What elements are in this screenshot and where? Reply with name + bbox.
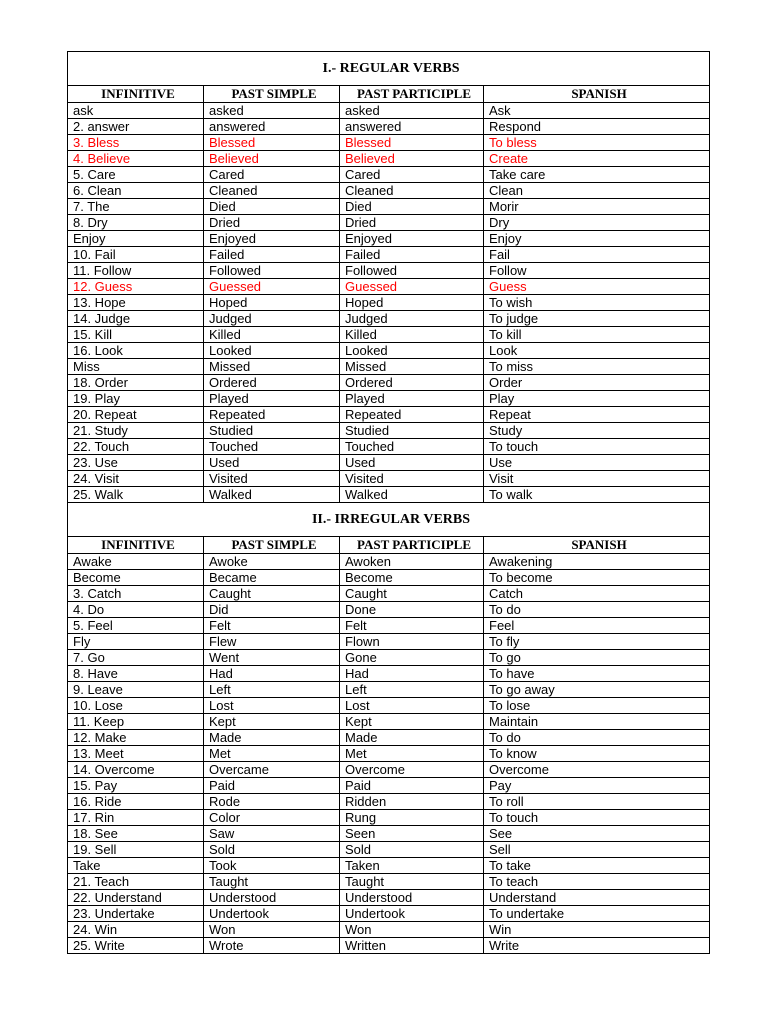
past-simple-cell: Looked xyxy=(204,343,340,359)
past-simple-cell: Judged xyxy=(204,311,340,327)
column-header-row xyxy=(68,537,710,554)
infinitive-cell: 20. Repeat xyxy=(68,407,204,423)
spanish-cell: To undertake xyxy=(484,906,710,922)
infinitive-cell: 7. Go xyxy=(68,650,204,666)
verb-row xyxy=(68,423,710,439)
infinitive-cell: 9. Leave xyxy=(68,682,204,698)
spanish-cell: To have xyxy=(484,666,710,682)
spanish-cell: To walk xyxy=(484,487,710,503)
past-participle-cell: Guessed xyxy=(340,279,484,295)
past-simple-cell: Studied xyxy=(204,423,340,439)
spanish-cell: Study xyxy=(484,423,710,439)
past-simple-cell: Met xyxy=(204,746,340,762)
spanish-cell: To bless xyxy=(484,135,710,151)
past-simple-cell: answered xyxy=(204,119,340,135)
infinitive-cell: 5. Care xyxy=(68,167,204,183)
past-participle-cell: Cleaned xyxy=(340,183,484,199)
past-simple-cell: Wrote xyxy=(204,938,340,954)
verb-row xyxy=(68,263,710,279)
header-spanish: SPANISH xyxy=(484,86,710,103)
verb-row xyxy=(68,682,710,698)
past-participle-cell: Dried xyxy=(340,215,484,231)
past-participle-cell: Flown xyxy=(340,634,484,650)
infinitive-cell: 18. See xyxy=(68,826,204,842)
past-simple-cell: Cared xyxy=(204,167,340,183)
past-simple-cell: Flew xyxy=(204,634,340,650)
header-past-simple: PAST SIMPLE xyxy=(204,86,340,103)
past-simple-cell: Color xyxy=(204,810,340,826)
verb-row xyxy=(68,199,710,215)
spanish-cell: Follow xyxy=(484,263,710,279)
spanish-cell: Ask xyxy=(484,103,710,119)
verb-row xyxy=(68,762,710,778)
past-simple-cell: Failed xyxy=(204,247,340,263)
past-participle-cell: Met xyxy=(340,746,484,762)
infinitive-cell: 4. Do xyxy=(68,602,204,618)
verb-row xyxy=(68,295,710,311)
spanish-cell: To go away xyxy=(484,682,710,698)
verb-row xyxy=(68,618,710,634)
section-title-row xyxy=(68,503,710,537)
infinitive-cell: 5. Feel xyxy=(68,618,204,634)
verb-table-body xyxy=(68,52,710,954)
spanish-cell: To teach xyxy=(484,874,710,890)
verb-row xyxy=(68,858,710,874)
past-participle-cell: Gone xyxy=(340,650,484,666)
past-participle-cell: Left xyxy=(340,682,484,698)
past-simple-cell: Ordered xyxy=(204,375,340,391)
infinitive-cell: 2. answer xyxy=(68,119,204,135)
infinitive-cell: 10. Fail xyxy=(68,247,204,263)
past-participle-cell: answered xyxy=(340,119,484,135)
past-simple-cell: Kept xyxy=(204,714,340,730)
past-participle-cell: Played xyxy=(340,391,484,407)
infinitive-cell: 12. Make xyxy=(68,730,204,746)
spanish-cell: Feel xyxy=(484,618,710,634)
spanish-cell: Guess xyxy=(484,279,710,295)
infinitive-cell: 21. Teach xyxy=(68,874,204,890)
spanish-cell: To go xyxy=(484,650,710,666)
verb-row xyxy=(68,359,710,375)
past-participle-cell: Touched xyxy=(340,439,484,455)
past-simple-cell: Visited xyxy=(204,471,340,487)
infinitive-cell: 15. Pay xyxy=(68,778,204,794)
infinitive-cell: 19. Play xyxy=(68,391,204,407)
infinitive-cell: Fly xyxy=(68,634,204,650)
verb-row xyxy=(68,938,710,954)
header-infinitive: INFINITIVE xyxy=(68,86,204,103)
past-participle-cell: Believed xyxy=(340,151,484,167)
past-participle-cell: Written xyxy=(340,938,484,954)
infinitive-cell: 16. Ride xyxy=(68,794,204,810)
past-participle-cell: Felt xyxy=(340,618,484,634)
verb-row xyxy=(68,119,710,135)
past-simple-cell: Followed xyxy=(204,263,340,279)
past-participle-cell: Seen xyxy=(340,826,484,842)
past-simple-cell: Did xyxy=(204,602,340,618)
past-simple-cell: Walked xyxy=(204,487,340,503)
spanish-cell: Win xyxy=(484,922,710,938)
spanish-cell: Awakening xyxy=(484,554,710,570)
infinitive-cell: 7. The xyxy=(68,199,204,215)
spanish-cell: To roll xyxy=(484,794,710,810)
verb-row xyxy=(68,103,710,119)
past-participle-cell: Kept xyxy=(340,714,484,730)
past-simple-cell: Left xyxy=(204,682,340,698)
spanish-cell: To touch xyxy=(484,439,710,455)
infinitive-cell: 10. Lose xyxy=(68,698,204,714)
verb-row xyxy=(68,311,710,327)
infinitive-cell: 8. Have xyxy=(68,666,204,682)
spanish-cell: Catch xyxy=(484,586,710,602)
past-simple-cell: Believed xyxy=(204,151,340,167)
infinitive-cell: 6. Clean xyxy=(68,183,204,199)
spanish-cell: To judge xyxy=(484,311,710,327)
infinitive-cell: 11. Follow xyxy=(68,263,204,279)
past-participle-cell: Understood xyxy=(340,890,484,906)
infinitive-cell: Miss xyxy=(68,359,204,375)
verb-row xyxy=(68,842,710,858)
spanish-cell: See xyxy=(484,826,710,842)
past-participle-cell: Killed xyxy=(340,327,484,343)
spanish-cell: To fly xyxy=(484,634,710,650)
past-participle-cell: Visited xyxy=(340,471,484,487)
infinitive-cell: 24. Win xyxy=(68,922,204,938)
spanish-cell: Look xyxy=(484,343,710,359)
spanish-cell: Repeat xyxy=(484,407,710,423)
past-simple-cell: Became xyxy=(204,570,340,586)
infinitive-cell: 12. Guess xyxy=(68,279,204,295)
verb-row xyxy=(68,906,710,922)
infinitive-cell: 3. Catch xyxy=(68,586,204,602)
spanish-cell: Visit xyxy=(484,471,710,487)
verb-row xyxy=(68,714,710,730)
verb-row xyxy=(68,279,710,295)
section-title: II.- IRREGULAR VERBS xyxy=(68,503,710,537)
infinitive-cell: 4. Believe xyxy=(68,151,204,167)
past-participle-cell: Judged xyxy=(340,311,484,327)
past-simple-cell: asked xyxy=(204,103,340,119)
past-participle-cell: Looked xyxy=(340,343,484,359)
past-participle-cell: Awoken xyxy=(340,554,484,570)
infinitive-cell: 14. Judge xyxy=(68,311,204,327)
past-simple-cell: Paid xyxy=(204,778,340,794)
verb-row xyxy=(68,151,710,167)
infinitive-cell: 22. Understand xyxy=(68,890,204,906)
past-participle-cell: Undertook xyxy=(340,906,484,922)
past-simple-cell: Caught xyxy=(204,586,340,602)
verb-row xyxy=(68,634,710,650)
past-simple-cell: Rode xyxy=(204,794,340,810)
past-simple-cell: Died xyxy=(204,199,340,215)
spanish-cell: Order xyxy=(484,375,710,391)
infinitive-cell: 21. Study xyxy=(68,423,204,439)
verb-row xyxy=(68,375,710,391)
past-simple-cell: Played xyxy=(204,391,340,407)
past-simple-cell: Cleaned xyxy=(204,183,340,199)
past-participle-cell: Studied xyxy=(340,423,484,439)
infinitive-cell: 17. Rin xyxy=(68,810,204,826)
infinitive-cell: 25. Walk xyxy=(68,487,204,503)
verb-row xyxy=(68,922,710,938)
infinitive-cell: 19. Sell xyxy=(68,842,204,858)
verb-row xyxy=(68,650,710,666)
verb-row xyxy=(68,439,710,455)
past-simple-cell: Sold xyxy=(204,842,340,858)
verb-row xyxy=(68,471,710,487)
verb-row xyxy=(68,666,710,682)
past-participle-cell: Failed xyxy=(340,247,484,263)
spanish-cell: Enjoy xyxy=(484,231,710,247)
verb-row xyxy=(68,746,710,762)
past-participle-cell: Ridden xyxy=(340,794,484,810)
spanish-cell: To wish xyxy=(484,295,710,311)
past-participle-cell: Walked xyxy=(340,487,484,503)
spanish-cell: Pay xyxy=(484,778,710,794)
verb-row xyxy=(68,167,710,183)
verb-row xyxy=(68,407,710,423)
past-simple-cell: Touched xyxy=(204,439,340,455)
past-participle-cell: Made xyxy=(340,730,484,746)
past-participle-cell: Blessed xyxy=(340,135,484,151)
past-simple-cell: Saw xyxy=(204,826,340,842)
past-participle-cell: Paid xyxy=(340,778,484,794)
past-simple-cell: Used xyxy=(204,455,340,471)
past-simple-cell: Won xyxy=(204,922,340,938)
verb-row xyxy=(68,135,710,151)
past-simple-cell: Missed xyxy=(204,359,340,375)
section-title-row xyxy=(68,52,710,86)
past-participle-cell: Had xyxy=(340,666,484,682)
spanish-cell: To do xyxy=(484,730,710,746)
past-participle-cell: Followed xyxy=(340,263,484,279)
past-simple-cell: Killed xyxy=(204,327,340,343)
infinitive-cell: 8. Dry xyxy=(68,215,204,231)
past-simple-cell: Dried xyxy=(204,215,340,231)
verb-row xyxy=(68,602,710,618)
spanish-cell: Sell xyxy=(484,842,710,858)
past-participle-cell: Sold xyxy=(340,842,484,858)
spanish-cell: Understand xyxy=(484,890,710,906)
verb-row xyxy=(68,698,710,714)
verb-row xyxy=(68,487,710,503)
infinitive-cell: 16. Look xyxy=(68,343,204,359)
past-simple-cell: Guessed xyxy=(204,279,340,295)
spanish-cell: Clean xyxy=(484,183,710,199)
infinitive-cell: 25. Write xyxy=(68,938,204,954)
past-participle-cell: Won xyxy=(340,922,484,938)
spanish-cell: Morir xyxy=(484,199,710,215)
infinitive-cell: 14. Overcome xyxy=(68,762,204,778)
past-participle-cell: Cared xyxy=(340,167,484,183)
header-past-participle: PAST PARTICIPLE xyxy=(340,86,484,103)
past-participle-cell: Hoped xyxy=(340,295,484,311)
spanish-cell: To know xyxy=(484,746,710,762)
past-participle-cell: Died xyxy=(340,199,484,215)
infinitive-cell: 23. Use xyxy=(68,455,204,471)
spanish-cell: To miss xyxy=(484,359,710,375)
infinitive-cell: Awake xyxy=(68,554,204,570)
verb-row xyxy=(68,826,710,842)
past-simple-cell: Repeated xyxy=(204,407,340,423)
past-participle-cell: Done xyxy=(340,602,484,618)
verb-row xyxy=(68,586,710,602)
past-participle-cell: Overcome xyxy=(340,762,484,778)
past-simple-cell: Hoped xyxy=(204,295,340,311)
header-spanish: SPANISH xyxy=(484,537,710,554)
spanish-cell: Create xyxy=(484,151,710,167)
infinitive-cell: 13. Hope xyxy=(68,295,204,311)
header-past-simple: PAST SIMPLE xyxy=(204,537,340,554)
past-participle-cell: Lost xyxy=(340,698,484,714)
verb-row xyxy=(68,343,710,359)
past-simple-cell: Undertook xyxy=(204,906,340,922)
past-simple-cell: Felt xyxy=(204,618,340,634)
spanish-cell: Play xyxy=(484,391,710,407)
spanish-cell: Write xyxy=(484,938,710,954)
past-simple-cell: Taught xyxy=(204,874,340,890)
infinitive-cell: 11. Keep xyxy=(68,714,204,730)
column-header-row xyxy=(68,86,710,103)
spanish-cell: Take care xyxy=(484,167,710,183)
past-participle-cell: Enjoyed xyxy=(340,231,484,247)
past-participle-cell: Missed xyxy=(340,359,484,375)
verb-row xyxy=(68,890,710,906)
past-participle-cell: Caught xyxy=(340,586,484,602)
verb-row xyxy=(68,730,710,746)
past-participle-cell: Rung xyxy=(340,810,484,826)
past-simple-cell: Had xyxy=(204,666,340,682)
spanish-cell: Respond xyxy=(484,119,710,135)
spanish-cell: To touch xyxy=(484,810,710,826)
past-participle-cell: Used xyxy=(340,455,484,471)
past-participle-cell: Repeated xyxy=(340,407,484,423)
section-title: I.- REGULAR VERBS xyxy=(68,52,710,86)
verb-row xyxy=(68,391,710,407)
infinitive-cell: Take xyxy=(68,858,204,874)
spanish-cell: To take xyxy=(484,858,710,874)
past-participle-cell: Ordered xyxy=(340,375,484,391)
verb-row xyxy=(68,778,710,794)
verb-row xyxy=(68,874,710,890)
infinitive-cell: Become xyxy=(68,570,204,586)
infinitive-cell: 13. Meet xyxy=(68,746,204,762)
verb-row xyxy=(68,247,710,263)
verb-row xyxy=(68,810,710,826)
verb-row xyxy=(68,794,710,810)
past-simple-cell: Awoke xyxy=(204,554,340,570)
infinitive-cell: 18. Order xyxy=(68,375,204,391)
infinitive-cell: 23. Undertake xyxy=(68,906,204,922)
spanish-cell: To do xyxy=(484,602,710,618)
past-simple-cell: Blessed xyxy=(204,135,340,151)
past-simple-cell: Understood xyxy=(204,890,340,906)
past-participle-cell: Taken xyxy=(340,858,484,874)
spanish-cell: Maintain xyxy=(484,714,710,730)
past-simple-cell: Took xyxy=(204,858,340,874)
past-participle-cell: Taught xyxy=(340,874,484,890)
header-past-participle: PAST PARTICIPLE xyxy=(340,537,484,554)
past-simple-cell: Made xyxy=(204,730,340,746)
past-participle-cell: asked xyxy=(340,103,484,119)
infinitive-cell: 24. Visit xyxy=(68,471,204,487)
infinitive-cell: Enjoy xyxy=(68,231,204,247)
spanish-cell: Fail xyxy=(484,247,710,263)
spanish-cell: To become xyxy=(484,570,710,586)
infinitive-cell: 3. Bless xyxy=(68,135,204,151)
past-simple-cell: Overcame xyxy=(204,762,340,778)
past-simple-cell: Lost xyxy=(204,698,340,714)
infinitive-cell: ask xyxy=(68,103,204,119)
past-simple-cell: Enjoyed xyxy=(204,231,340,247)
verb-row xyxy=(68,231,710,247)
verb-row xyxy=(68,183,710,199)
spanish-cell: Dry xyxy=(484,215,710,231)
past-simple-cell: Went xyxy=(204,650,340,666)
infinitive-cell: 22. Touch xyxy=(68,439,204,455)
past-participle-cell: Become xyxy=(340,570,484,586)
verb-table xyxy=(67,51,710,954)
verb-row xyxy=(68,570,710,586)
spanish-cell: Overcome xyxy=(484,762,710,778)
verb-row xyxy=(68,554,710,570)
verb-row xyxy=(68,215,710,231)
verb-row xyxy=(68,455,710,471)
header-infinitive: INFINITIVE xyxy=(68,537,204,554)
spanish-cell: Use xyxy=(484,455,710,471)
infinitive-cell: 15. Kill xyxy=(68,327,204,343)
spanish-cell: To kill xyxy=(484,327,710,343)
verb-row xyxy=(68,327,710,343)
spanish-cell: To lose xyxy=(484,698,710,714)
